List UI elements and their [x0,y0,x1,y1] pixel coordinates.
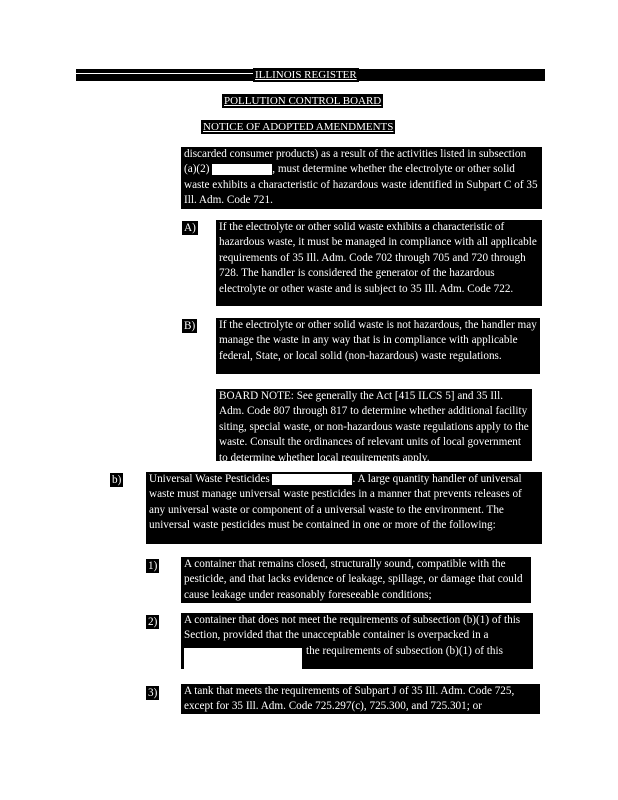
sub-3-text: A tank that meets the requirements of Subpart J of 35 Ill. Adm. Code 725, except for 35 Ill. Adm. Code 725.297(c), 725.300, and 725.301; or [181,684,540,714]
sub-3-number: 3) [148,687,158,699]
item-a-text: If the electrolyte or other solid waste exhibits a characteristic of hazardous waste, it must be managed in compliance with all applicable requirements of 35 Ill. Adm. Code 702 through 705 and 720 through 728. The handler is considered the generator of the hazardous electrolyte or other waste and is subject to 35 Ill. Adm. Code 722. [216,220,542,306]
item-b-text: If the electrolyte or other solid waste is not hazardous, the handler may manage the waste in any way that is in compliance with applicable federal, State, or local solid (non-hazardous) waste regulations. [216,318,540,374]
redaction [212,164,272,175]
item-b-number: B) [184,320,196,332]
board-note: BOARD NOTE: See generally the Act [415 ILCS 5] and 35 Ill. Adm. Code 807 through 817 to determine whether additional facility siting, special waste, or non-hazardous waste regulations apply to the waste. Consult the ordinances of relevant units of local government to determine whether local requirements apply. [216,389,532,461]
intro-paragraph: discarded consumer products) as a result of the activities listed in subsection (a)(2) , must determine whether the electrolyte or other solid waste exhibits a characteristic of hazardous waste identified in Subpart C of 35 Ill. Adm. Code 721. [181,147,542,209]
sub-2-number: 2) [148,616,158,628]
section-b-number: b) [112,474,122,486]
section-b-text: Universal Waste Pesticides . A large quantity handler of universal waste must manage universal waste pesticides in a manner that prevents releases of any universal waste or component of a universal waste to the environment. The universal waste pesticides must be contained in one or more of the following: [146,472,542,544]
redaction [272,474,352,485]
sub-1-text: A container that remains closed, structurally sound, compatible with the pesticide, and that lacks evidence of leakage, spillage, or damage that could cause leakage under reasonably foreseeable conditions; [181,557,531,603]
item-a-number: A) [184,222,196,234]
register-title: ILLINOIS REGISTER [255,69,357,81]
board-title: POLLUTION CONTROL BOARD [224,95,382,107]
sub-2-text: A container that does not meet the requirements of subsection (b)(1) of this Section, provided that the unacceptable container is overpacked in a the requirements of subsection (b)(1) of this [181,613,533,669]
sub-1-number: 1) [148,560,158,572]
redaction [184,648,302,669]
notice-title: NOTICE OF ADOPTED AMENDMENTS [203,121,394,133]
